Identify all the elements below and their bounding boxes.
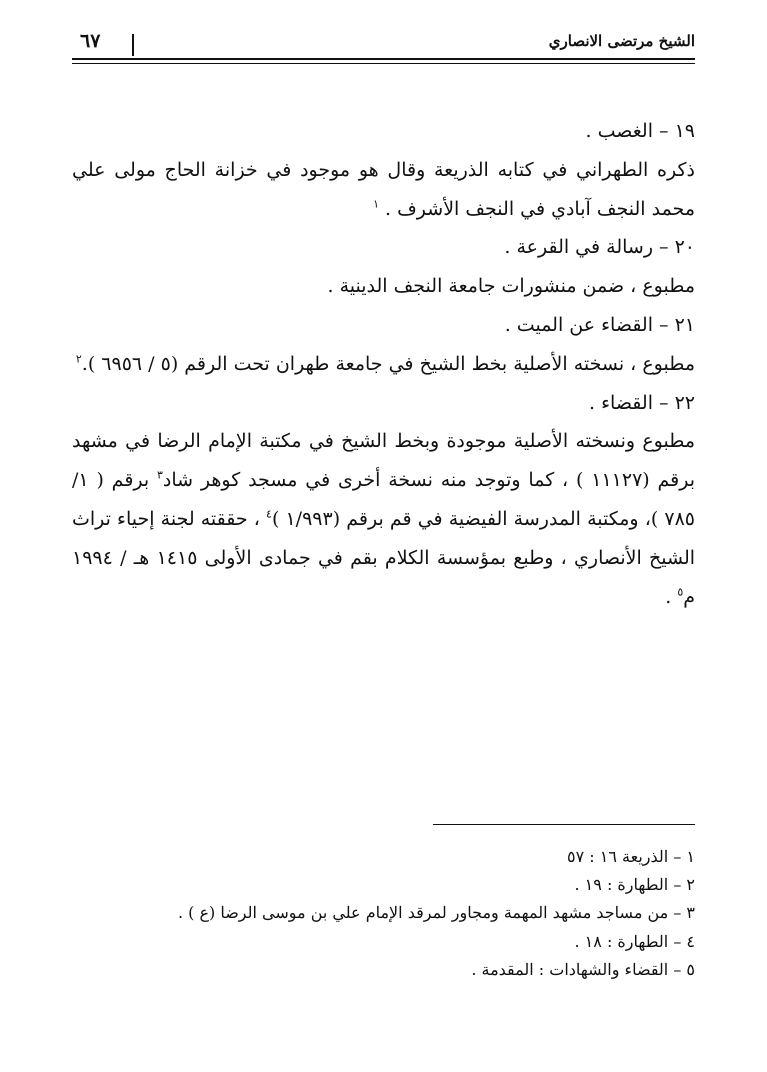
footnote-ref-5[interactable]: ٥: [677, 585, 684, 599]
footnote-ref-1[interactable]: ١: [373, 197, 379, 211]
item-19-text-content: ذكره الطهراني في كتابه الذريعة وقال هو موجود في خزانة الحاج مولى علي محمد النجف آبادي في النجف الأشرف .: [72, 158, 695, 220]
footnote-4: ٤ – الطهارة : ١٨ .: [574, 931, 695, 951]
footnote-5: ٥ – القضاء والشهادات : المقدمة .: [471, 959, 695, 979]
footnote-2: ٢ – الطهارة : ١٩ .: [574, 875, 695, 895]
item-22-heading: ٢٢ – القضاء .: [589, 391, 695, 414]
footnote-separator: [433, 824, 695, 825]
footnote-ref-3[interactable]: ٣: [157, 468, 163, 482]
footnote-ref-2[interactable]: ٢: [75, 352, 82, 366]
item-19-text: [72, 151, 695, 229]
item-20-text: مطبوع ، ضمن منشورات جامعة النجف الدينية .: [327, 275, 695, 298]
footnote-1: ١ – الذريعة ١٦ : ٥٧: [567, 847, 695, 866]
item-21-text: [72, 345, 695, 384]
page-number: ٦٧: [80, 30, 101, 52]
item-22-text-part-c: ، حققته لجنة إحياء تراث الشيخ الأنصاري ، وطبع بمؤسسة الكلام بقم في جمادى الأولى ١٤١٥ هـ / ١٩٩٤ م: [72, 507, 696, 608]
footnote-3: ٣ – من مساجد مشهد المهمة ومجاور لمرقد الإمام علي بن موسى الرضا (ع ) .: [177, 903, 695, 923]
item-22-text-part-d: .: [665, 585, 672, 608]
body-text: [72, 112, 695, 616]
item-22-text-part-a: مطبوع ونسخته الأصلية موجودة وبخط الشيخ في مكتبة الإمام الرضا في مشهد برقم (١١١٢٧ ) ، كما وتوجد منه نسخة أخرى في مسجد كوهر شاد: [72, 430, 696, 492]
footnote-ref-4[interactable]: ٤: [266, 507, 272, 521]
running-header: [72, 28, 695, 62]
header-rule-thin: [72, 63, 695, 64]
header-rule: [72, 58, 695, 60]
item-19-heading: ١٩ – الغصب .: [585, 120, 695, 142]
item-21-heading: ٢١ – القضاء عن الميت .: [504, 313, 695, 336]
running-title: الشيخ مرتضى الانصاري: [548, 32, 695, 50]
footnotes: [72, 843, 695, 984]
item-20-heading: ٢٠ – رسالة في القرعة .: [504, 236, 695, 259]
header-tick-mark: [132, 34, 134, 56]
item-21-text-content: مطبوع ، نسخته الأصلية بخط الشيخ في جامعة طهران تحت الرقم (٥ / ٦٩٥٦ ).: [81, 352, 695, 375]
item-22-text-part-b: برقم ( ١/ ٧٨٥ )، ومكتبة المدرسة الفيضية في قم برقم (١/٩٩٣ ): [72, 469, 695, 530]
item-22-text: [72, 422, 695, 616]
